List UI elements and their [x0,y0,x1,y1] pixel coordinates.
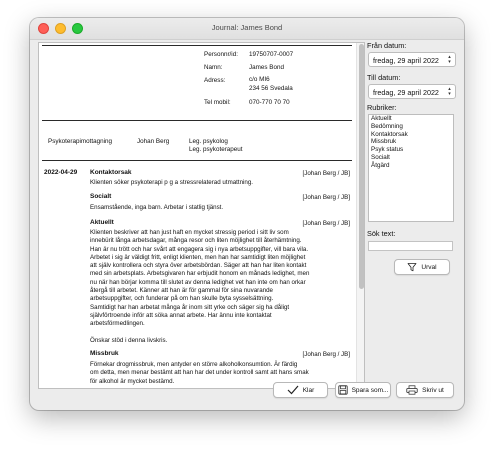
title-bar [30,18,464,40]
address-line1: c/o MI6 [249,76,270,83]
section-signature: [Johan Berg / JB] [302,220,350,227]
floppy-disk-icon [338,385,348,395]
urval-label: Urval [421,263,437,271]
list-item[interactable]: Bedömning [371,122,403,130]
from-date-picker[interactable] [368,52,456,67]
list-item[interactable]: Missbruk [371,138,397,146]
therapist-title-2: Leg. psykoterapeut [189,146,243,153]
document-scrollbar[interactable] [356,43,364,388]
list-item[interactable]: Kontaktorsak [371,130,408,138]
funnel-icon [407,262,417,272]
list-item[interactable]: Åtgärd [371,161,390,169]
list-item[interactable]: Psyk status [371,146,404,154]
section-text: Förnekar drogmissbruk, men antyder en större alkoholkonsumtion. Är färdig om detta, men menar bestämt att han har det under kontroll samt att hans smak för alkohol är mycket bestämd. [90,361,309,385]
journal-document[interactable] [38,42,365,389]
checkmark-icon [287,385,299,395]
rubriker-list[interactable] [368,114,454,222]
to-date-value: fredag, 29 april 2022 [373,88,439,97]
name-value: James Bond [249,64,285,71]
from-date-value: fredag, 29 april 2022 [373,56,439,65]
therapist-title-1: Leg. psykolog [189,138,228,145]
search-input[interactable] [368,241,453,251]
klar-label: Klar [302,386,315,394]
from-date-label: Från datum: [367,41,407,50]
therapist-name: Johan Berg [137,138,170,145]
personnr-value: 19750707-0007 [249,51,294,58]
list-item[interactable]: Socialt [371,153,390,161]
journal-window [30,18,464,410]
urval-button[interactable] [394,259,450,275]
section-signature: [Johan Berg / JB] [302,351,350,358]
section-text: Klienten söker psykoterapi p g a stressrelaterad utmattning. [90,179,254,186]
to-date-stepper-icon[interactable]: ▴ ▾ [448,86,451,97]
header-rule-bottom [42,120,352,121]
scrollbar-thumb[interactable] [359,44,364,289]
clinic-name: Psykoterapimottagning [48,138,113,145]
save-as-button[interactable] [335,382,391,398]
section-signature: [Johan Berg / JB] [302,194,350,201]
klar-button[interactable] [273,382,328,398]
section-title: Aktuellt [90,219,114,226]
section-signature: [Johan Berg / JB] [302,170,350,177]
save-as-label: Spara som... [351,386,389,394]
personnr-label: Personnr/id: [204,51,238,58]
from-date-stepper-icon[interactable]: ▴ ▾ [448,54,451,65]
header-rule-top [42,45,352,46]
to-date-picker[interactable] [368,84,456,99]
section-title: Missbruk [90,350,119,357]
phone-value: 070-770 70 70 [249,99,290,106]
address-label: Adress: [204,77,226,84]
list-item[interactable]: Aktuellt [371,115,392,122]
search-label: Sök text: [367,229,396,238]
section-text: Klienten beskriver att han just haft en mycket stressig period i sitt liv som innebürit långa arbetsdagar, många resor och liten möjlighet till återhämtning. Han är nu trött och har svårt att engagera sig i nya arbetsuppgifter, vill bara vila. Arbetet i sig är väldigt fritt, enligt klienten, men han har samtidigt liten möjlighet att själv kontrollera och styra över arbetsbördan. Säger att han har liten kontakt med sin arbetsplats. Arbetsgivaren har erbjudit honom en månads ledighet, men nu när han börjar komma till slutet av denna ledighet vet han inte om han orkar återgå till arbetet. Känner att han är för gammal för sina nuvarande arbetsuppgifter, och funderar på om han skulle byta sysselsättning. Samtidigt har han arbetat många år inom sitt yrke och säger sig ha dåligt självförtroende inför att söka annat arbete. Har ännu inte kontaktat arbetsförmedlingen. Önskar stöd i denna livskris. [90,229,310,344]
print-button[interactable] [396,382,454,398]
printer-icon [406,385,418,395]
phone-label: Tel mobil: [204,99,231,106]
rubriker-label: Rubriker: [367,103,397,112]
address-line2: 234 56 Svedala [249,85,293,92]
to-date-label: Till datum: [367,73,401,82]
section-text: Ensamstående, inga barn. Arbetar i statlig tjänst. [90,204,224,211]
section-title: Kontaktorsak [90,169,132,176]
entry-date: 2022-04-29 [44,169,78,176]
section-title: Socialt [90,193,112,200]
provider-rule [42,160,352,161]
window-title: Journal: James Bond [211,23,283,32]
print-label: Skriv ut [422,386,444,394]
name-label: Namn: [204,64,223,71]
